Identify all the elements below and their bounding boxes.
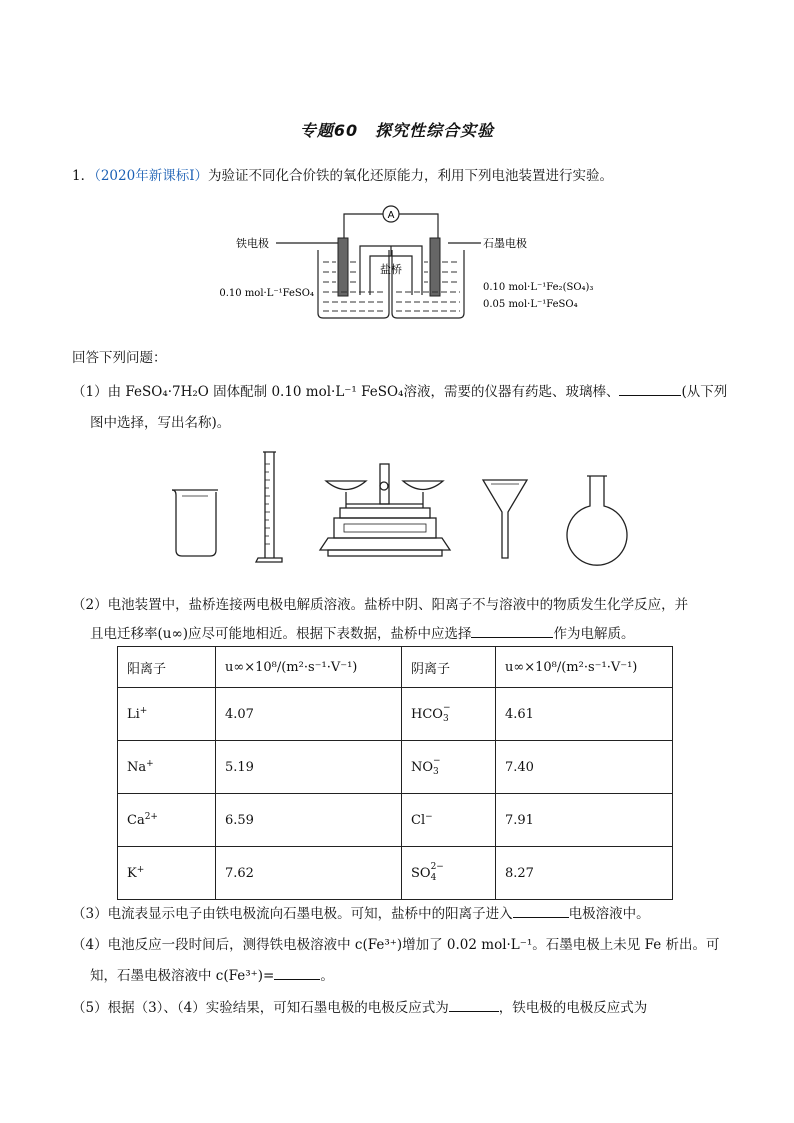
- part-2-line-2: [90, 622, 634, 642]
- cation-header: 阳离子: [118, 647, 216, 688]
- left-beaker: [318, 250, 389, 318]
- question-1-intro: [72, 164, 613, 184]
- salt-bridge-label: 盐桥: [380, 263, 402, 276]
- part-1-text-b: (从下列: [681, 384, 728, 400]
- ion-mobility-table: [117, 646, 673, 900]
- right-solution-label-1: 0.10 mol·L⁻¹Fe₂(SO₄)₃: [483, 282, 594, 293]
- answer-prompt: 回答下列问题：: [72, 350, 167, 366]
- part-2-text-b: 且电迁移率(u∞)应尽可能地相近。根据下表数据，盐桥中应选择: [90, 626, 472, 642]
- cation-cell: Li+: [118, 688, 216, 741]
- anion-cell: NO − 3: [402, 741, 496, 794]
- anion-value: 7.40: [496, 741, 673, 794]
- anion-cell: SO 2− 4: [402, 847, 496, 900]
- left-solution-label: 0.10 mol·L⁻¹FeSO₄: [219, 288, 314, 299]
- cation-value: 5.19: [216, 741, 402, 794]
- round-bottom-flask-icon: [567, 476, 627, 565]
- part-3-line: [72, 902, 650, 922]
- table-row: [118, 688, 673, 741]
- table-row: [118, 847, 673, 900]
- table-row: [118, 741, 673, 794]
- anion-value: 7.91: [496, 794, 673, 847]
- question-intro: 为验证不同化合价铁的氧化还原能力，利用下列电池装置进行实验。: [208, 168, 614, 184]
- iron-electrode-label: 铁电极: [236, 237, 269, 250]
- part-4-line-1: （4）电池反应一段时间后，测得铁电极溶液中 c(Fe³⁺)增加了 0.02 mol·L⁻¹。石墨电极上未见 Fe 析出。可: [72, 937, 720, 953]
- cation-cell: $Ca^{2+}$: [118, 794, 216, 847]
- balance-scale-icon: [320, 464, 450, 556]
- right-beaker: [392, 250, 464, 318]
- galvanic-cell-diagram: [196, 200, 596, 325]
- table-row: [118, 794, 673, 847]
- anion-header: 阴离子: [402, 647, 496, 688]
- part-4-text-b: 知，石墨电极溶液中 c(Fe³⁺)=: [90, 968, 275, 984]
- graphite-electrode-label: 石墨电极: [483, 237, 527, 250]
- part-5-text-b: ，铁电极的电极反应式为: [498, 1000, 648, 1016]
- anion-cell: Cl−: [402, 794, 496, 847]
- part-1-text-a: （1）由 FeSO₄·7H₂O 固体配制 0.10 mol·L⁻¹ FeSO₄溶液，需要的仪器有药匙、玻璃棒、: [72, 384, 620, 400]
- cation-cell: Na+: [118, 741, 216, 794]
- funnel-icon: [483, 480, 527, 558]
- question-source: （2020年新课标Ⅰ）: [94, 168, 209, 184]
- page-title: 专题60 探究性综合实验: [299, 121, 495, 140]
- unit-header: u∞×10⁸/(m²·s⁻¹·V⁻¹): [496, 647, 673, 688]
- beaker-icon: [172, 490, 218, 556]
- cation-cell: K+: [118, 847, 216, 900]
- part-4-line-2: [90, 964, 334, 984]
- part-4-text-c: 。: [320, 968, 334, 984]
- anion-value: 4.61: [496, 688, 673, 741]
- question-number: 1．: [72, 168, 95, 184]
- answer-blank-4[interactable]: [274, 966, 320, 980]
- part-2-line-1: （2）电池装置中，盐桥连接两电极电解质溶液。盐桥中阴、阳离子不与溶液中的物质发生化学反应，并: [72, 597, 689, 613]
- graduated-cylinder-icon: [256, 452, 282, 562]
- graphite-electrode: [430, 238, 440, 296]
- part-3-text-b: 电极溶液中。: [568, 906, 650, 922]
- table-header-row: [118, 647, 673, 688]
- part-1-line-2: 图中选择，写出名称)。: [90, 415, 231, 431]
- instrument-images: [160, 446, 650, 571]
- cation-value: 7.62: [216, 847, 402, 900]
- part-3-text-a: （3）电流表显示电子由铁电极流向石墨电极。可知，盐桥中的阳离子进入: [72, 906, 513, 922]
- unit-header: u∞×10⁸/(m²·s⁻¹·V⁻¹): [216, 647, 402, 688]
- anion-value: 8.27: [496, 847, 673, 900]
- right-solution-label-2: 0.05 mol·L⁻¹FeSO₄: [483, 299, 578, 310]
- part-2-text-c: 作为电解质。: [553, 626, 635, 642]
- anion-cell: HCO − 3: [402, 688, 496, 741]
- cation-value: 6.59: [216, 794, 402, 847]
- part-5-line: [72, 996, 647, 1016]
- answer-blank-1[interactable]: [619, 382, 681, 396]
- answer-blank-2[interactable]: [471, 624, 553, 638]
- cation-value: 4.07: [216, 688, 402, 741]
- part-1-line-1: [72, 380, 727, 400]
- answer-blank-3[interactable]: [513, 904, 569, 918]
- part-5-text-a: （5）根据（3）、（4）实验结果，可知石墨电极的电极反应式为: [72, 1000, 449, 1016]
- ammeter-label: A: [387, 210, 395, 221]
- answer-blank-5[interactable]: [449, 998, 499, 1012]
- iron-electrode: [338, 238, 348, 296]
